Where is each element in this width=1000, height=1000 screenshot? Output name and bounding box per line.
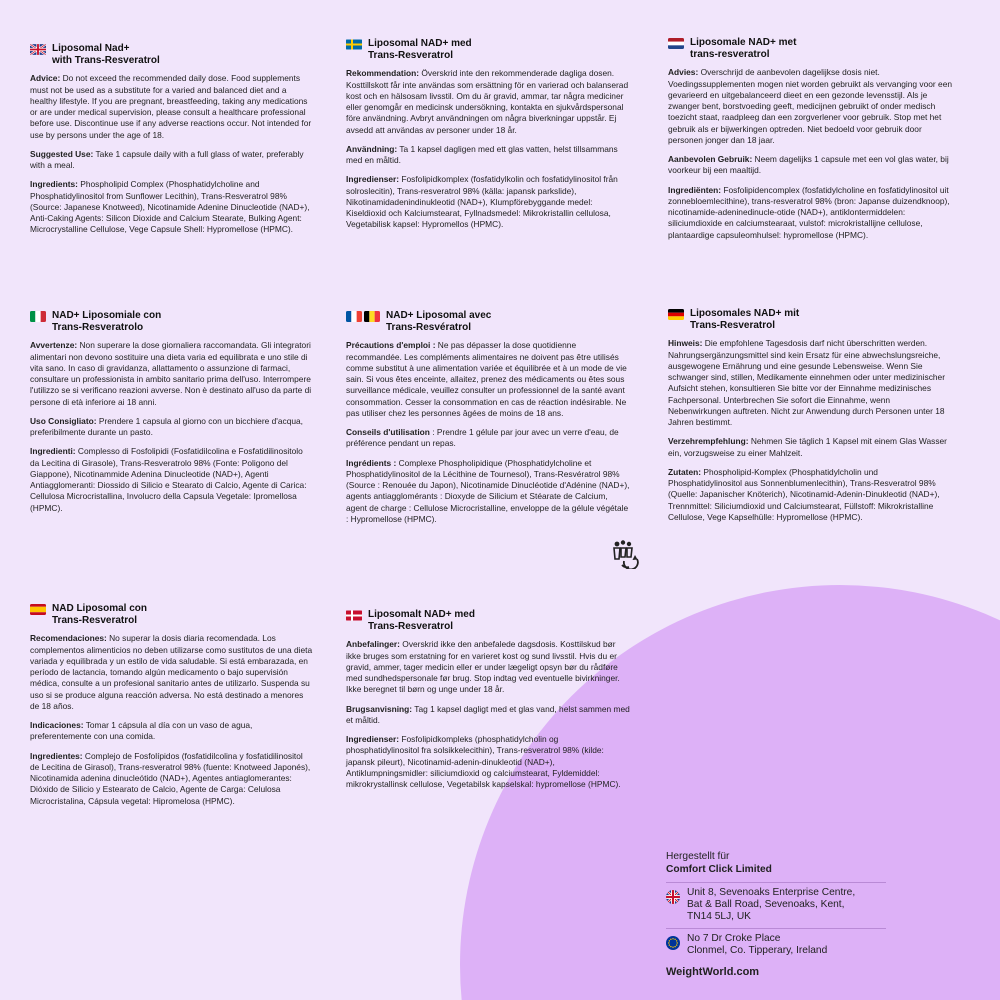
uk-flag-icon <box>30 44 46 55</box>
section-title: NAD+ Liposomal avec <box>386 310 492 321</box>
uk-address <box>666 882 886 928</box>
advice-paragraph: Rekommendation: Överskrid inte den rekommenderade dagliga dosen. Kosttillskott får inte användas som ersättning för en varierad och balanserad kost och en hälsosam livsstil. Om du är gravid, ammar, tar några mediciner eller genomgår en medicinsk undersökning, kontakta en sjukvårdspersonal före användning. Avbryt användningen om några biverkningar uppstår. Ej avsedd att användas av personer under 18 år. <box>346 68 629 135</box>
section-subtitle: with Trans-Resveratrol <box>52 55 160 67</box>
section-title: Liposomal NAD+ med <box>368 38 472 49</box>
section-subtitle: Trans-Resvératrol <box>386 322 472 334</box>
section-subtitle: Trans-Resveratrol <box>52 615 138 627</box>
section-title: Liposomal Nad+ <box>52 43 130 54</box>
section-title: NAD Liposomal con <box>52 603 148 614</box>
sweden-flag-icon <box>346 39 362 50</box>
spain-flag-icon <box>30 604 46 615</box>
germany-flag-icon <box>668 309 684 320</box>
eu-address <box>666 928 886 962</box>
section-subtitle: Trans-Resveratrol <box>368 50 454 62</box>
section-italian <box>30 310 314 522</box>
italy-flag-icon <box>30 311 46 322</box>
ingredients-paragraph: Ingredienti: Complesso di Fosfolipidi (Fosfatidilcolina e Fosfatidilinositolo da Lecitina di Girasole), Trans-Resveratrolo 98% (Fonte: Poligono del Giappone), Nicotinammide Adenina Dinucleotide (NAD+), Agenti Antiagglomeranti: Diossido di Silicio e Stearato di Calcio, Agente di Carica: Cellulosa Microcristallina, Involucro della Capsula Vegetale: Ipromellosa (HPMC). <box>30 446 307 513</box>
ingredients-paragraph: Ingredienser: Fosfolipidkompleks (phosphatidylcholin og phosphatidylinositol fra solsikkelecithin), Trans-resveratrol 98% (kilde: japansk pileurt), Nicotinamid-adenin-dinukleotid (NAD+), Antiklumpningsmidler: siliciumdioxid og calciumstearat, Fyldemiddel: mikrokrystallinsk cellulose, Vegetabilsk kapselskal: hypromellose (HPMC). <box>346 734 621 790</box>
manufactured-for-label: Hergestellt für <box>666 851 730 862</box>
advice-paragraph: Recomendaciones: No superar la dosis diaria recomendada. Los complementos alimenticios no deben utilizarse como sustitutos de una dieta variada y equilibrada y un estilo de vida saludable. Si está embarazada, en período de lactancia, tomando algún medicamento o bajo supervisión médica, consulte a un profesional sanitario antes de utilizarlo. Suspenda su uso si se produce alguna reacción adversa. No está destinado a menores de 18 años. <box>30 633 313 711</box>
ingredients-paragraph: Ingredienser: Fosfolipidkomplex (fosfatidylkolin och fosfatidylinositol från solroslecitin), Trans-resveratrol 98% (källa: japansk parkslide), Nikotinamidadenindinukleotid (NAD+), Klumpförebyggande medel: Kiseldioxid och Kalciumstearat, Fyllnadsmedel: Mikrokristallin cellulosa, Vegetabilisk kapsel: Hypromellos (HPMC). <box>346 174 618 230</box>
section-dutch <box>668 37 952 249</box>
ingredients-paragraph: Zutaten: Phospholipid-Komplex (Phosphatidylcholin und Phosphatidylinositol aus Sonnenblumenlecithin), Trans-Resveratrol 98% (Quelle: Japanischer Knöterich), Nicotinamid-Adenin-Dinukleotid (NAD+), Trennmittel: Siliciumdioxid und Calciumstearat, Füllstoff: Mikrokristalline Cellulose, Vege Kapselhülle: Hypromellose (HPMC). <box>668 466 940 522</box>
advice-paragraph: Hinweis: Die empfohlene Tagesdosis darf nicht überschritten werden. Nahrungsergänzungsmittel sind kein Ersatz für eine abwechslungsreiche, ausgewogene Ernährung und eine gesunde Lebensweise. Wenn Sie schwanger sind, stillen, Medikamente einnehmen oder unter medizinischer Aufsicht stehen, konsultieren Sie bitte vor der Einnahme medizinisches Fachpersonal. Unterbrechen Sie sofort die Einnahme, wenn Nebenwirkungen auftreten. Nicht zur Anwendung durch Personen unter 18 Jahren bestimmt. <box>668 338 945 428</box>
company-name: Comfort Click Limited <box>666 863 772 875</box>
usage-paragraph: Aanbevolen Gebruik: Neem dagelijks 1 capsule met een vol glas water, bij voorkeur bij een maaltijd. <box>668 154 949 176</box>
section-title: NAD+ Liposomiale con <box>52 310 162 321</box>
section-danish <box>346 609 630 798</box>
usage-paragraph: Indicaciones: Tomar 1 cápsula al día con un vaso de agua, preferentemente con una comida. <box>30 720 253 742</box>
ingredients-paragraph: Ingrediënten: Fosfolipidencomplex (fosfatidylcholine en fosfatidylinositol uit zonnebloemlecithine), trans-resveratrol 98% (bron: Japanse duizendknoop), nicotinamide-adeninedinucle-otide (NAD+), antiklontermiddelen: siliciumdioxide en calciumstearaat, vulstof: microkristallijne cellulose, plantaardige capsuleomhulsel: hypromellose (HPMC). <box>668 184 950 240</box>
ingredients-paragraph: Ingredients: Phospholipid Complex (Phosphatidylcholine and Phosphatidylinositol from Sunflower Lecithin), Trans-Resveratrol 98% (Source: Japanese Knotweed), Nicotinamide Adenine Dinucleotide (NAD+), Anti-Caking Agents: Silicon Dioxide and Calcium Stearate, Bulking Agent: Microcrystalline Cellulose, Vege Capsule Shell: Hypromellose (HPMC). <box>30 179 310 235</box>
usage-paragraph: Conseils d'utilisation : Prendre 1 gélule par jour avec un verre d'eau, de préférence pendant un repas. <box>346 427 619 449</box>
address-text: Unit 8, Sevenoaks Enterprise Centre, Bat & Ball Road, Sevenoaks, Kent, TN14 5LJ, UK <box>687 886 856 923</box>
france-flag-icon <box>346 311 362 322</box>
belgium-flag-icon <box>364 311 380 322</box>
ingredients-paragraph: Ingredientes: Complejo de Fosfolípidos (fosfatidilcolina y fosfatidilinositol de Lecitina de Girasol), Trans-resveratrol 98% (fuente: Knotweed Japonés), Nicotinamida adenina dinucleótido (NAD+), Agentes antiaglomerantes: Dióxido de Silicio y Estearato de Calcio, Agente de Carga: Celulosa Microcristalina, Cápsula vegetal: Hipromelosa (HPMC). <box>30 750 311 806</box>
eu-flag-icon <box>666 936 680 950</box>
section-title: Liposomales NAD+ mit <box>690 308 800 319</box>
brand-website: WeightWorld.com <box>666 965 760 978</box>
section-german <box>668 308 952 531</box>
usage-paragraph: Uso Consigliato: Prendere 1 capsula al giorno con un bicchiere d'acqua, preferibilmente durante un pasto. <box>30 415 304 438</box>
triman-recycling-icon <box>609 539 639 569</box>
denmark-flag-icon <box>346 610 362 621</box>
usage-paragraph: Användning: Ta 1 kapsel dagligen med ett glas vatten, helst tillsammans med en måltid. <box>346 143 618 166</box>
ingredients-paragraph: Ingrédients : Complexe Phospholipidique (Phosphatidylcholine et Phosphatidylinositol de la Lécithine de Tournesol), Trans-Resvératrol 98% (Source : Renouée du Japon), Nicotinamide Dinucléotide d'Adénine (NAD+), agents antiagglomérants : Dioxyde de Silicium et Stéarate de Calcium, agent de charge : Cellulose Microcristalline, enveloppe de la gélule végétale : Hypromellose (HPMC). <box>346 457 630 524</box>
section-english <box>30 43 314 244</box>
uk-flag-icon <box>666 890 680 904</box>
section-title: Liposomale NAD+ met <box>690 37 797 48</box>
advice-paragraph: Advies: Overschrijd de aanbevolen dagelijkse dosis niet. Voedingssupplementen mogen niet worden gebruikt als vervanging voor een gevarieerd en uitgebalanceerd dieet en een gezonde levensstijl. Als je zwanger bent, borstvoeding geeft, medicijnen gebruikt of onder medisch toezicht staat, raadpleeg dan een zorgverlener voor gebruik. Stop met het gebruik als er bijwerkingen optreden. Niet bedoeld voor gebruik door personen jonger dan 18 jaar. <box>668 67 953 145</box>
section-subtitle: Trans-Resveratrolo <box>52 322 144 334</box>
advice-paragraph: Précautions d'emploi : Ne pas dépasser la dose quotidienne recommandée. Les compléments alimentaires ne doivent pas être utilisés comme substitut à une alimentation variée et équilibrée et à un mode de vie sain. Si vous êtes enceinte, allaitez, prenez des médicaments ou êtes sous surveillance médicale, veuillez consulter un professionnel de la santé avant consommation. Cesser la consommation en cas de réaction indésirable. Ne pas utiliser chez les personnes âgées de moins de 18 ans. <box>346 340 627 418</box>
advice-paragraph: Advice: Do not exceed the recommended daily dose. Food supplements must not be used as a substitute for a varied and balanced diet and a healthy lifestyle. If you are pregnant, breastfeeding, taking any medications or are under medical supervision, please consult a healthcare professional before use. Discontinue use if any adverse reactions occur. Not intended for use by persons under the age of 18. <box>30 73 312 140</box>
usage-paragraph: Suggested Use: Take 1 capsule daily with a full glass of water, preferably with a meal. <box>30 148 304 171</box>
section-subtitle: Trans-Resveratrol <box>368 621 454 633</box>
section-title: Liposomalt NAD+ med <box>368 609 475 620</box>
netherlands-flag-icon <box>668 38 684 49</box>
section-spanish <box>30 603 314 815</box>
manufacturer-info <box>666 851 886 978</box>
usage-paragraph: Brugsanvisning: Tag 1 kapsel dagligt med et glas vand, helst sammen med et måltid. <box>346 703 630 725</box>
section-subtitle: trans-resveratrol <box>690 49 770 61</box>
advice-paragraph: Avvertenze: Non superare la dose giornaliera raccomandata. Gli integratori alimentari non devono sostituire una dieta varia ed equilibrata e uno stile di vita sano. In caso di gravidanza, allattamento o assunzione di farmaci, consultare un professionista in ambito sanitario prima dell'uso. Interrompere l'utilizzo se si verificano reazioni avverse. Non è destinato all'uso da parte di persone di età inferiore ai 18 anni. <box>30 340 312 407</box>
section-swedish <box>346 38 630 239</box>
section-subtitle: Trans-Resveratrol <box>690 320 776 332</box>
usage-paragraph: Verzehrempfehlung: Nehmen Sie täglich 1 Kapsel mit einem Glas Wasser ein, vorzugsweise zu einer Mahlzeit. <box>668 436 947 458</box>
section-french <box>346 310 630 533</box>
advice-paragraph: Anbefalinger: Overskrid ikke den anbefalede dagsdosis. Kosttilskud bør ikke bruges som erstatning for en varieret kost og sund livsstil. Hvis du er gravid, ammer, tager medicin eller er under lægeligt opsyn bør du rådføre med sundhedspersonale før brug. Stop indtag ved eventuelle bivirkninger. Ikke beregnet til børn og unge under 18 år. <box>346 639 620 695</box>
address-text: No 7 Dr Croke Place Clonmel, Co. Tipperary, Ireland <box>687 932 828 957</box>
